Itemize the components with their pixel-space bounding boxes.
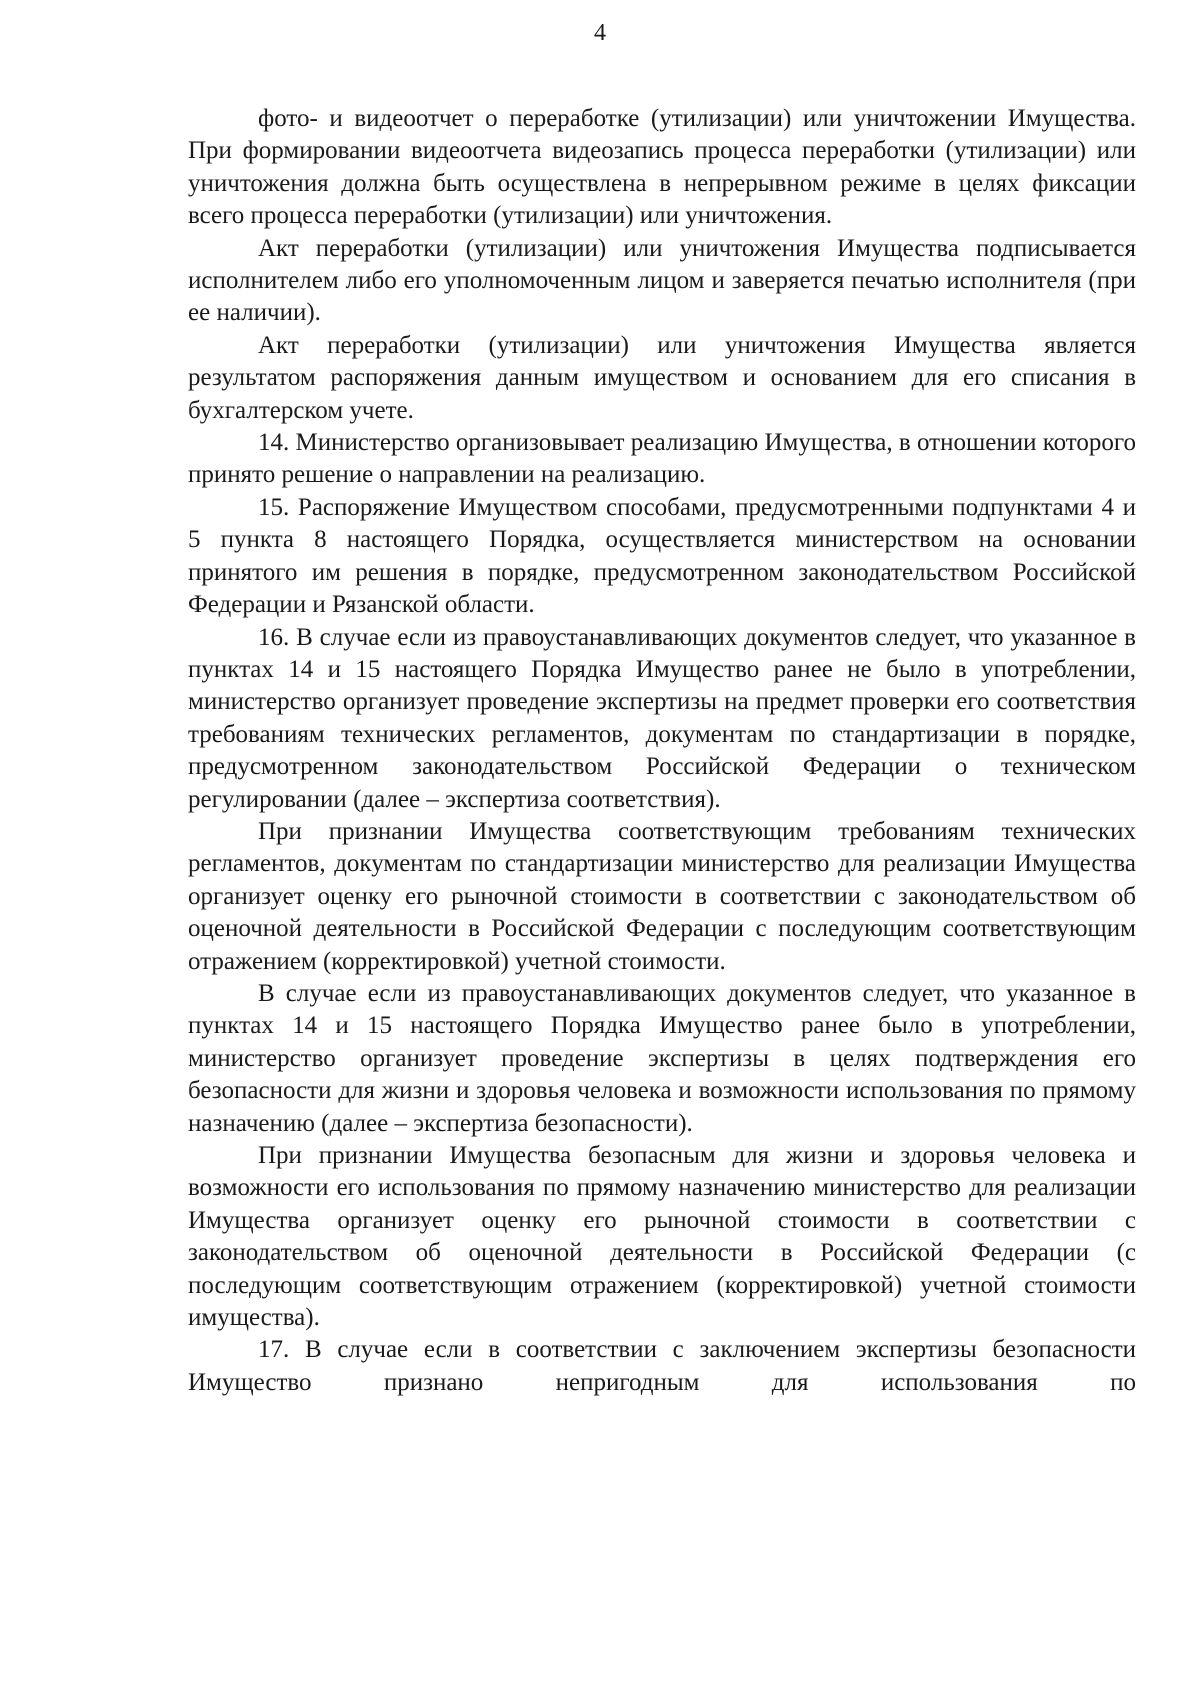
page-number: 4 — [594, 20, 606, 46]
paragraph-conformity-valuation: При признании Имущества соответствующим требованиям технических регламентов, документам по стандартизации министерство для реализации Имущества организует оценку его рыночной стоимости в соответствии с законодательством об оценочной деятельности в Российской Федерации с последующим соответствующим отражением (корректировкой) учетной стоимости. — [188, 817, 1136, 975]
paragraph-video-report: фото- и видеоотчет о переработке (утилизации) или уничтожении Имущества. При формировании видеоотчета видеозапись процесса переработки (утилизации) или уничтожения должна быть осуществлена в непрерывном режиме в целях фиксации всего процесса переработки (утилизации) или уничтожения. — [188, 105, 1136, 230]
paragraph-safety-valuation: При признании Имущества безопасным для жизни и здоровья человека и возможности его использования по прямому назначению министерство для реализации Имущества организует оценку его рыночной стоимости в соответствии с законодательством об оценочной деятельности в Российской Федерации (с последующим соответствующим отражением (корректировкой) учетной стоимости имущества). — [188, 1142, 1136, 1332]
paragraph-item-14: 14. Министерство организовывает реализацию Имущества, в отношении которого принято решение о направлении на реализацию. — [188, 429, 1136, 489]
paragraph-used-property-expertise: В случае если из правоустанавливающих документов следует, что указанное в пунктах 14 и 15 настоящего Порядка Имущество ранее было в употреблении, министерство организует проведение экспертизы в целях подтверждения его безопасности для жизни и здоровья человека и возможности использования по прямому назначению (далее – экспертиза безопасности). — [188, 979, 1136, 1137]
paragraph-act-result: Акт переработки (утилизации) или уничтожения Имущества является результатом распоряжения данным имуществом и основанием для его списания в бухгалтерском учете. — [188, 331, 1136, 424]
document-body — [188, 103, 1136, 1399]
paragraph-item-17: 17. В случае если в соответствии с заключением экспертизы безопасности Имущество признано непригодным для использования по — [188, 1336, 1136, 1396]
paragraph-item-15: 15. Распоряжение Имуществом способами, предусмотренными подпунктами 4 и 5 пункта 8 настоящего Порядка, осуществляется министерством на основании принятого им решения в порядке, предусмотренном законодательством Российской Федерации и Рязанской области. — [188, 493, 1136, 619]
paragraph-act-signing: Акт переработки (утилизации) или уничтожения Имущества подписывается исполнителем либо его уполномоченным лицом и заверяется печатью исполнителя (при ее наличии). — [188, 234, 1136, 327]
paragraph-item-16: 16. В случае если из правоустанавливающих документов следует, что указанное в пунктах 14 и 15 настоящего Порядка Имущество ранее не было в употреблении, министерство организует проведение экспертизы на предмет проверки его соответствия требованиям технических регламентов, документам по стандартизации в порядке, предусмотренном законодательством Российской Федерации о техническом регулировании (далее – экспертиза соответствия). — [188, 623, 1136, 813]
